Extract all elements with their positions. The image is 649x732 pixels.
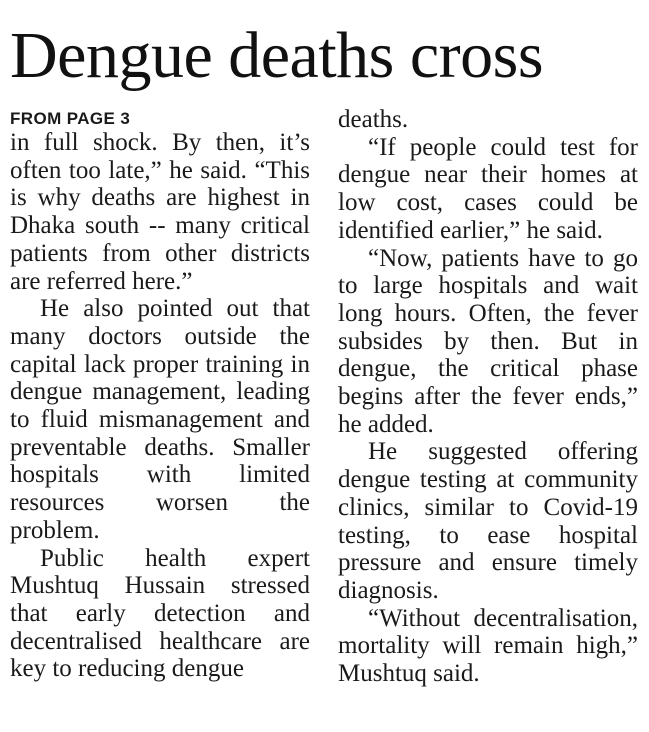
paragraph: Public health expert Mushtuq Hussain stressed that early detection and decentralised healthcare are key to reducing dengue [10,544,310,683]
paragraph: “Without decentralisation, mortality will remain high,” Mushtuq said. [338,604,638,688]
paragraph: “Now, patients have to go to large hospitals and wait long hours. Often, the fever subsides by then. But in dengue, the critical phase begins after the fever ends,” he added. [338,244,638,438]
paragraph: deaths. [338,106,409,133]
article-column-left [10,106,310,683]
paragraph: He also pointed out that many doctors outside the capital lack proper training in dengue management, leading to fluid mismanagement and preventable deaths. Smaller hospitals with limited resources worsen the problem. [10,295,310,544]
article-column-right [338,106,638,688]
headline: Dengue deaths cross [10,19,544,92]
paragraph: in full shock. By then, it’s often too late,” he said. “This is why deaths are highest in Dhaka south -- many critical patients from other districts are referred here.” [10,129,310,295]
paragraph: He suggested offering dengue testing at community clinics, similar to Covid-19 testing, to ease hospital pressure and ensure timely diagnosis. [338,438,638,604]
paragraph: “If people could test for dengue near their homes at low cost, cases could be identified earlier,” he said. [338,133,638,244]
continued-from-label: FROM PAGE 3 [10,109,131,128]
